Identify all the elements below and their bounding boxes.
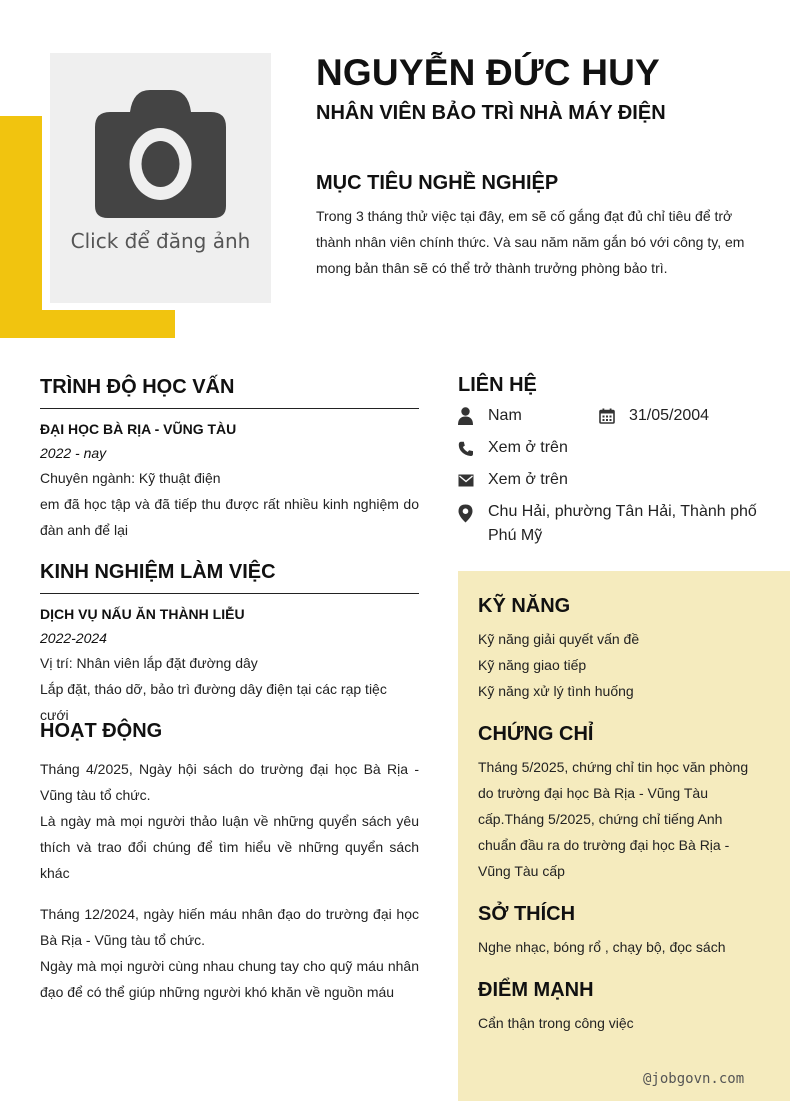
skill-item: Kỹ năng giải quyết vấn đề: [478, 631, 640, 647]
strengths-heading: ĐIỂM MẠNH: [478, 979, 594, 1001]
photo-placeholder-text: Click để đăng ảnh: [70, 229, 251, 253]
contact-email: Xem ở trên: [488, 471, 568, 488]
experience-heading: KINH NGHIỆM LÀM VIỆC: [40, 561, 276, 583]
skill-item: Kỹ năng giao tiếp: [478, 657, 587, 673]
experience-divider: [40, 593, 419, 594]
activity-1-title: Tháng 4/2025, Ngày hội sách do trường đại học Bà Rịa - Vũng tàu tổ chức.: [40, 761, 419, 803]
experience-period: 2022-2024: [40, 630, 107, 646]
certificates-heading: CHỨNG CHỈ: [478, 723, 594, 745]
education-divider: [40, 408, 419, 409]
strengths-text: Cẩn thận trong công việc: [478, 1015, 634, 1031]
contact-heading: LIÊN HỆ: [458, 374, 537, 396]
hobbies-heading: SỞ THÍCH: [478, 903, 576, 925]
person-icon: [458, 407, 473, 425]
job-title: NHÂN VIÊN BẢO TRÌ NHÀ MÁY ĐIỆN: [316, 102, 666, 124]
objective-text: Trong 3 tháng thử việc tại đây, em sẽ cố gắng đạt đủ chỉ tiêu để trở thành nhân viên chính thức. Và sau năm năm gắn bó với công ty, em mong bản thân sẽ có thể trở thành trưởng phòng bảo trì.: [316, 208, 745, 276]
activity-2-description: Ngày mà mọi người cùng nhau chung tay cho quỹ máu nhân đạo để có thể giúp những người khó khăn về nguồn máu: [40, 958, 419, 1000]
contact-birthday: 31/05/2004: [629, 407, 710, 424]
accent-bar-horizontal: [0, 310, 175, 338]
camera-icon: [95, 90, 226, 220]
watermark: @jobgovn.com: [643, 1071, 745, 1087]
experience-company: DỊCH VỤ NẤU ĂN THÀNH LIỄU: [40, 606, 245, 622]
location-pin-icon: [458, 504, 473, 523]
email-icon: [458, 474, 474, 487]
education-period: 2022 - nay: [40, 445, 107, 461]
accent-bar-vertical: [0, 116, 42, 338]
candidate-name: NGUYỄN ĐỨC HUY: [316, 52, 660, 93]
contact-phone: Xem ở trên: [488, 439, 568, 456]
activity-1-description: Là ngày mà mọi người thảo luận về những quyển sách yêu thích và trao đổi chúng để tìm hiểu về những quyển sách khác: [40, 813, 419, 881]
skill-item: Kỹ năng xử lý tình huống: [478, 683, 634, 699]
skills-heading: KỸ NĂNG: [478, 595, 571, 617]
certificates-text: Tháng 5/2025, chứng chỉ tin học văn phòng do trường đại học Bà Rịa - Vũng Tàu cấp.Tháng 5/2025, chứng chỉ tiếng Anh chuẩn đầu ra do trường đại học Bà Rịa - Vũng Tàu cấp: [478, 759, 749, 879]
photo-upload[interactable]: [50, 53, 271, 303]
education-school: ĐẠI HỌC BÀ RỊA - VŨNG TÀU: [40, 421, 237, 437]
calendar-icon: [599, 408, 615, 424]
education-description: em đã học tập và đã tiếp thu được rất nhiều kinh nghiệm do đàn anh để lại: [40, 496, 419, 538]
education-heading: TRÌNH ĐỘ HỌC VẤN: [40, 376, 235, 398]
contact-address: Chu Hải, phường Tân Hải, Thành phố Phú Mỹ: [488, 503, 757, 544]
hobbies-text: Nghe nhạc, bóng rổ , chạy bộ, đọc sách: [478, 939, 726, 955]
education-major: Chuyên ngành: Kỹ thuật điện: [40, 470, 221, 486]
phone-icon: [458, 441, 474, 457]
objective-heading: MỤC TIÊU NGHỀ NGHIỆP: [316, 172, 559, 194]
activity-2-title: Tháng 12/2024, ngày hiến máu nhân đạo do trường đại học Bà Rịa - Vũng tàu tổ chức.: [40, 906, 419, 948]
right-sidebar: [458, 571, 790, 1101]
activities-heading: HOẠT ĐỘNG: [40, 720, 163, 742]
experience-position: Vị trí: Nhân viên lắp đặt đường dây: [40, 655, 258, 671]
contact-gender: Nam: [488, 407, 522, 424]
experience-description: Lắp đặt, tháo dỡ, bảo trì đường dây điện tại các rạp tiệc cưới: [40, 681, 387, 723]
